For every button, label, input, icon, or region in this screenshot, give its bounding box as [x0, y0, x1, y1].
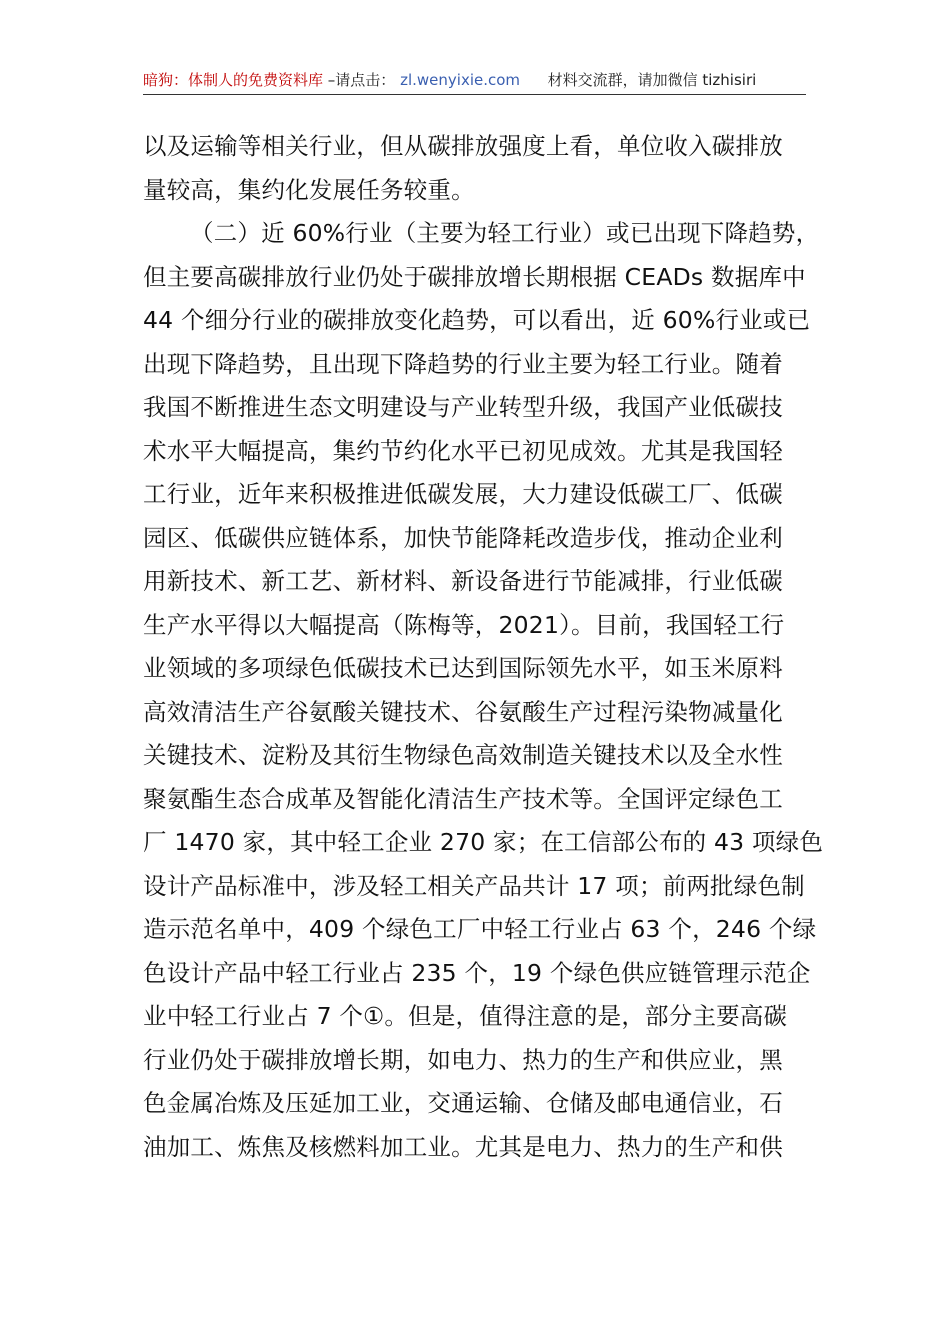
header-group-info: 材料交流群，请加微信 tizhisiri	[547, 71, 757, 89]
header-brand: 暗狗：体制人的免费资料库	[143, 71, 324, 89]
text-line: 色设计产品中轻工行业占 235 个，19 个绿色供应链管理示范企	[143, 958, 811, 987]
text-line: 但主要高碳排放行业仍处于碳排放增长期根据 CEADs 数据库中	[143, 262, 806, 291]
text-line: 我国不断推进生态文明建设与产业转型升级，我国产业低碳技	[143, 393, 783, 421]
text-line: 色金属冶炼及压延加工业，交通运输、仓储及邮电通信业，石	[143, 1089, 783, 1117]
text-line: 设计产品标准中，涉及轻工相关产品共计 17 项；前两批绿色制	[143, 871, 805, 900]
text-line: 量较高，集约化发展任务较重。	[143, 175, 475, 204]
text-line: 聚氨酯生态合成革及智能化清洁生产技术等。全国评定绿色工	[143, 784, 783, 813]
text-line: 油加工、炼焦及核燃料加工业。尤其是电力、热力的生产和供	[143, 1132, 783, 1161]
section-heading-line: （二）近 60%行业（主要为轻工行业）或已出现下降趋势，	[190, 219, 820, 247]
text-line: 园区、低碳供应链体系，加快节能降耗改造步伐，推动企业利	[143, 523, 783, 552]
text-line: 以及运输等相关行业，但从碳排放强度上看，单位收入碳排放	[143, 132, 783, 160]
header-prompt: –请点击：	[327, 71, 396, 89]
text-line: 造示范名单中，409 个绿色工厂中轻工行业占 63 个，246 个绿	[143, 915, 817, 943]
text-line: 工行业，近年来积极推进低碳发展，大力建设低碳工厂、低碳	[143, 480, 783, 508]
text-line: 用新技术、新工艺、新材料、新设备进行节能减排，行业低碳	[143, 567, 783, 595]
text-line: 高效清洁生产谷氨酸关键技术、谷氨酸生产过程污染物减量化	[143, 697, 783, 726]
text-line: 关键技术、淀粉及其衍生物绿色高效制造关键技术以及全水性	[143, 741, 783, 769]
document-body	[143, 125, 824, 1169]
text-line: 业中轻工行业占 7 个①。但是，值得注意的是，部分主要高碳	[143, 1002, 788, 1030]
header-link[interactable]: zl.wenyixie.com	[400, 71, 521, 89]
text-line: 业领域的多项绿色低碳技术已达到国际领先水平，如玉米原料	[143, 654, 783, 682]
text-line: 44 个细分行业的碳排放变化趋势，可以看出，近 60%行业或已	[143, 306, 811, 334]
text-line: 生产水平得以大幅提高（陈梅等，2021）。目前，我国轻工行	[143, 610, 785, 639]
text-line: 行业仍处于碳排放增长期，如电力、热力的生产和供应业，黑	[143, 1045, 783, 1074]
text-line: 术水平大幅提高，集约节约化水平已初见成效。尤其是我国轻	[143, 436, 783, 465]
text-line: 厂 1470 家，其中轻工企业 270 家；在工信部公布的 43 项绿色	[143, 828, 824, 856]
page-header	[143, 66, 806, 95]
text-line: 出现下降趋势，且出现下降趋势的行业主要为轻工行业。随着	[143, 349, 783, 378]
